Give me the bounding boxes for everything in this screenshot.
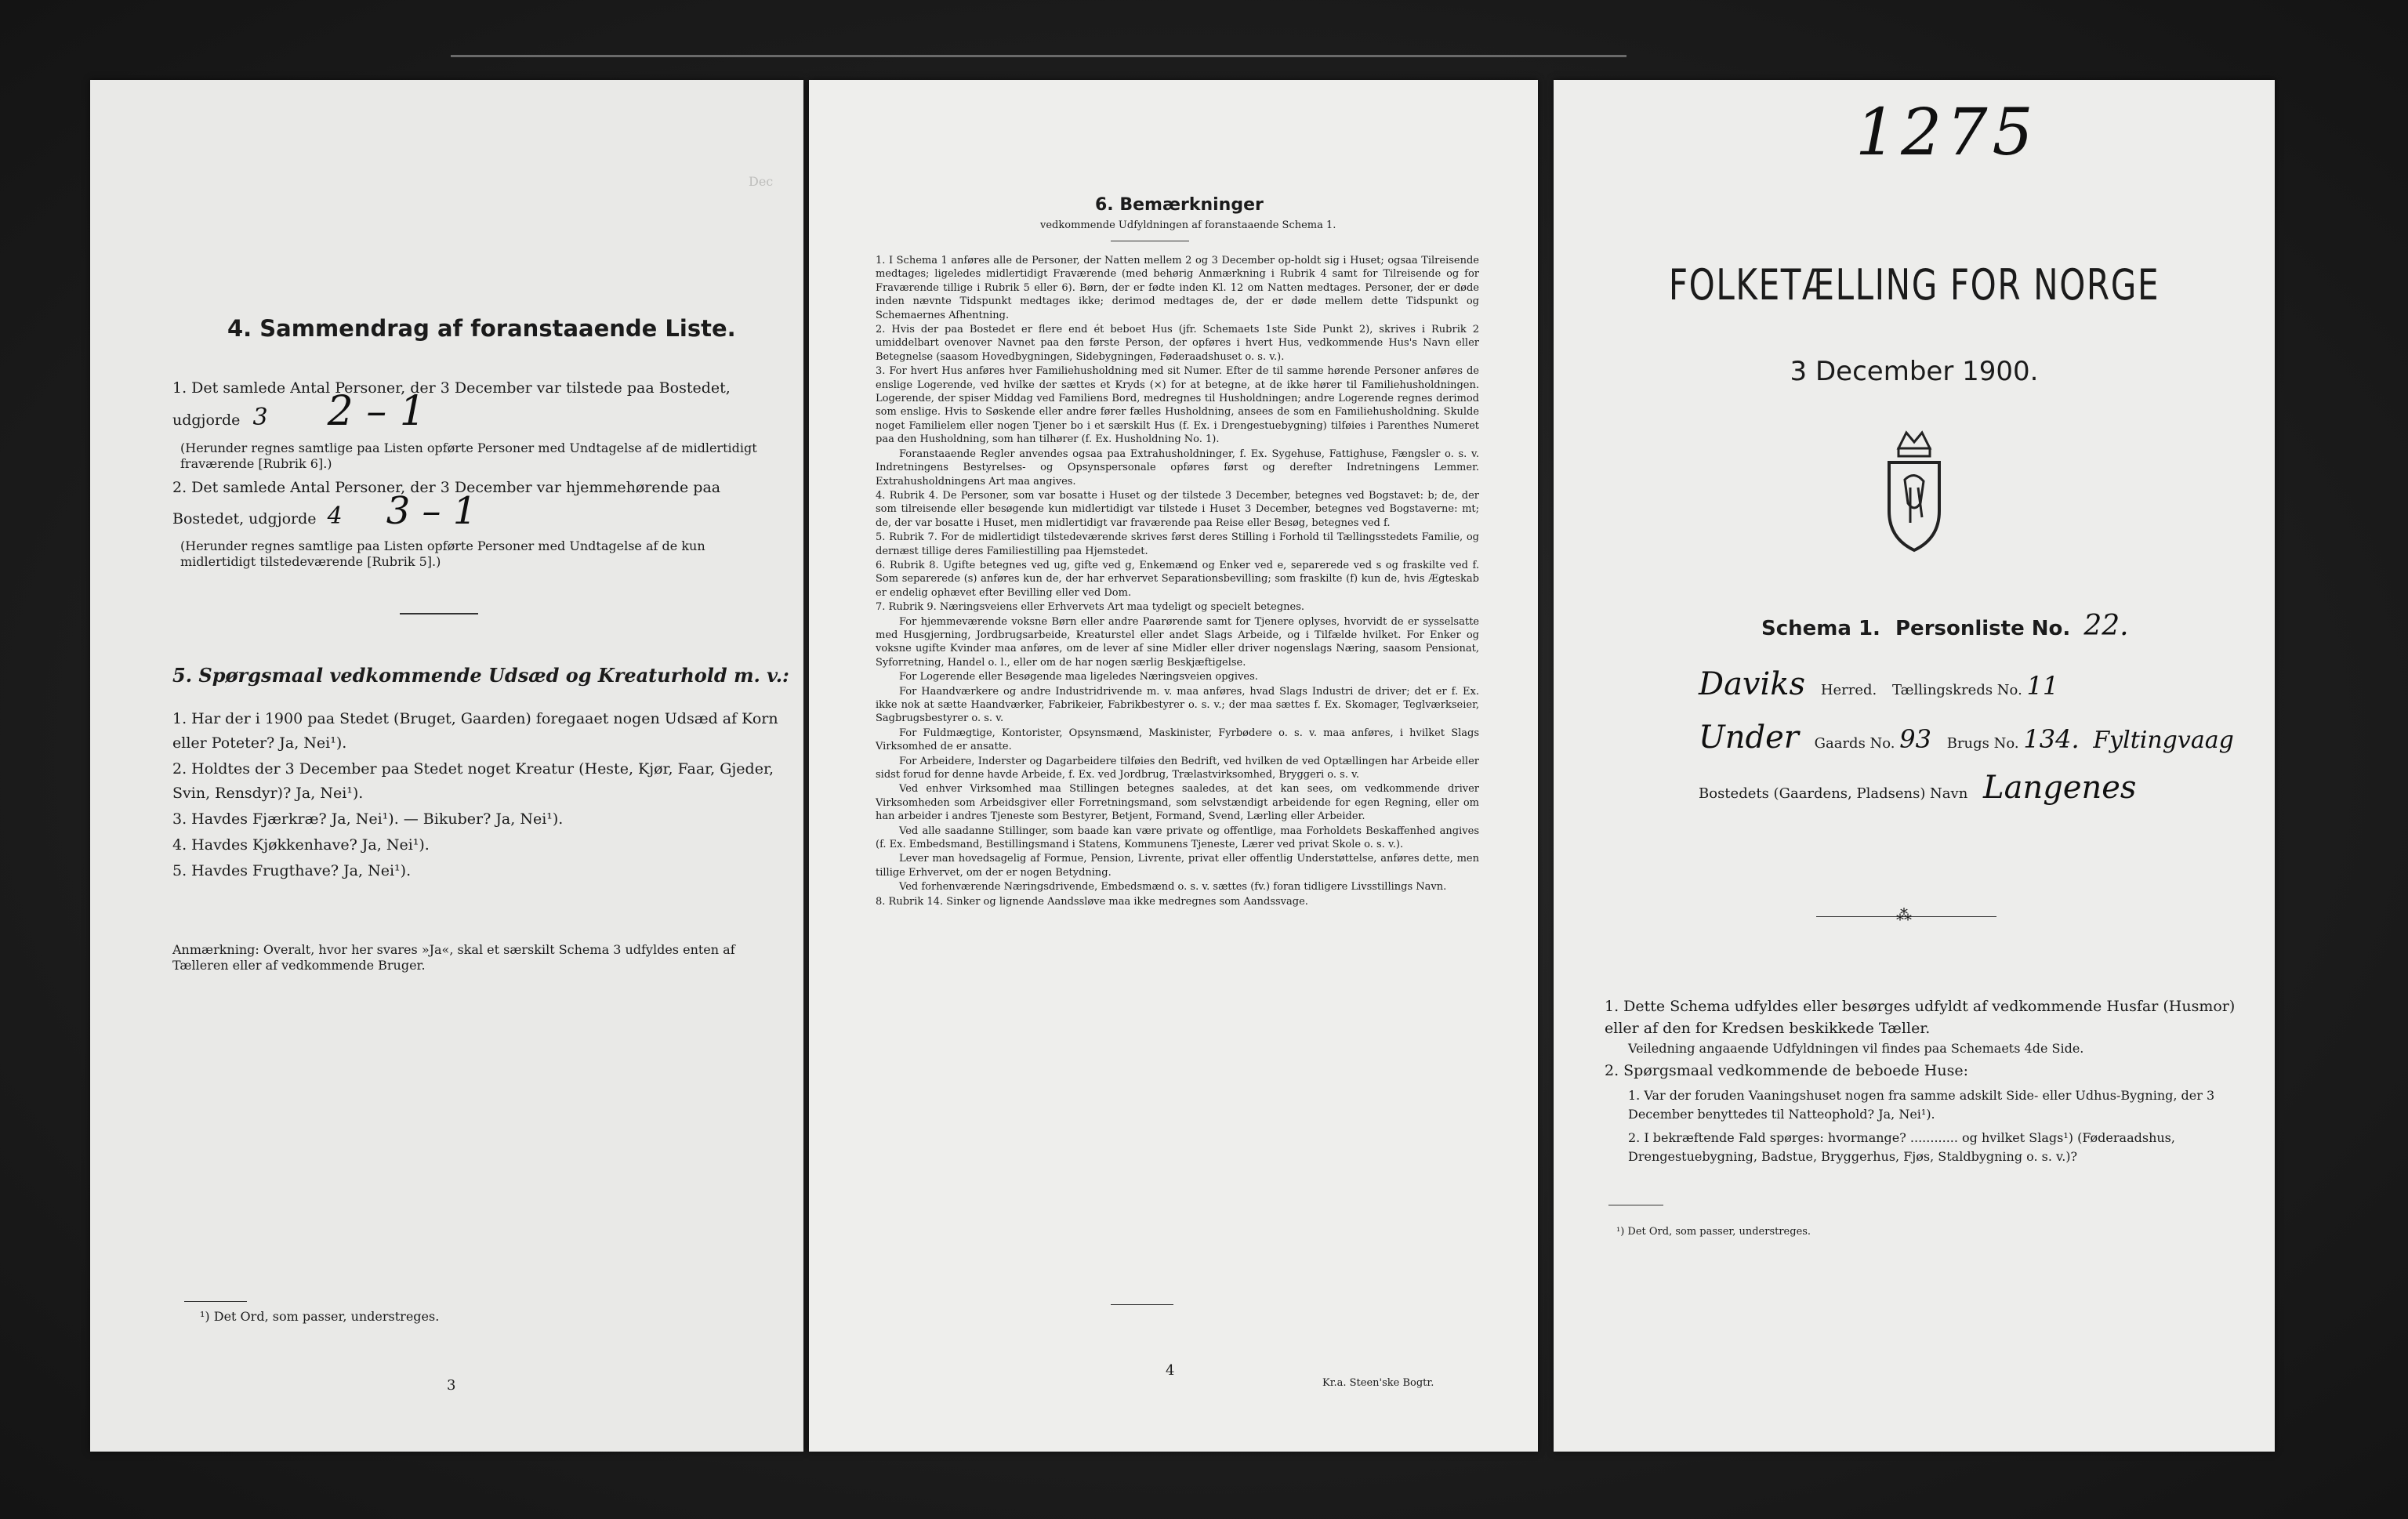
remarks-body [876, 254, 1479, 909]
herred-label: Herred. [1820, 682, 1877, 698]
item1-line1: 1. Det samlede Antal Personer, der 3 December var tilstede paa Bostedet, [172, 379, 731, 397]
schema-label: Schema 1. [1761, 617, 1880, 640]
remark-paragraph: Ved enhver Virksomhed maa Stillingen betegnes saaledes, at det kan sees, om vedkommende driver Virksomheden som Arbeidsgiver eller Forretningsmand, som selvstændigt arbeidende for egen Regning, eller om han arbeider i andres Tjeneste som Bestyrer, Betjent, Formand, Svend, Lærling eller Arbeider. [876, 783, 1479, 823]
bosted-line [1699, 770, 2136, 806]
instruction-2: 2. Spørgsmaal vedkommende de beboede Huse: [1605, 1062, 1968, 1079]
remark-paragraph: For hjemmeværende voksne Børn eller andre Paarørende samt for Tjenere oplyses, hvorvidt de er sysselsatte med Husgjerning, Jordbrugsarbeide, Kreaturstel eller andet Slags Arbeide, og i Tilfælde hvilket. For Enker og voksne ugifte Kvinder maa anføres, om de lever af sine Midler eller driver nogenslags Næring, saasom Pensionat, Syforretning, Handel o. l., eller om de har nogen særlig Beskjæftigelse. [876, 615, 1479, 669]
remark-paragraph: Lever man hovedsagelig af Formue, Pension, Livrente, privat eller offentlig Understøttelse, anføres dette, men tillige Erhvervet, om der er nogen Betydning. [876, 853, 1479, 879]
under-hand: Under [1699, 720, 1799, 756]
annotation-note: Anmærkning: Overalt, hvor her svares »Ja«, skal et særskilt Schema 3 udfyldes enten af Tælleren eller af vedkommende Bruger. [172, 942, 735, 973]
item2-hand-value: 3 – 1 [386, 489, 477, 533]
page-number-4: 4 [1166, 1362, 1175, 1379]
remark-paragraph: For Logerende eller Besøgende maa ligeledes Næringsveien opgives. [899, 671, 1258, 683]
remark-paragraph: Ved alle saadanne Stillinger, som baade kan være private og offentlige, maa Forholdets Beskaffenhed angives (f. Ex. Embedsmand, Bestillingsmand i Statens, Kommunens Tjeneste, Lærer ved privat Skole o. s. v.). [876, 825, 1479, 851]
brugs-label: Brugs No. [1946, 735, 2019, 752]
item2-line1: 2. Det samlede Antal Personer, der 3 December var hjemmehørende paa [172, 479, 721, 496]
instructions [1605, 995, 2239, 1166]
question-3: 3. Havdes Fjærkræ? Ja, Nei¹). — Bikuber? Ja, Nei¹). [172, 810, 564, 828]
item1-hand-value: 2 – 1 [327, 388, 426, 435]
end-rule [1111, 1304, 1173, 1305]
question-5: 5. Havdes Frugthave? Ja, Nei¹). [172, 862, 412, 879]
main-title: FOLKETÆLLING FOR NORGE [1668, 260, 2160, 310]
house-question-1: 1. Var der foruden Vaaningshuset nogen fra samme adskilt Side- eller Udhus-Bygning, der 3 December benyttedes til Natteophold? Ja, Nei¹). [1628, 1088, 2215, 1122]
remark-paragraph: 4. Rubrik 4. De Personer, som var bosatte i Huset og der tilstede 3 December, betegnes ved Bogstavet: b; de, der som tilreisende eller besøgende kun midlertidigt var tilstede i Huset 3 December, betegnes ved Bogstaverne: mt; de, der var bosatte i Huset, men midlertidigt var fraværende paa Reise eller Besøg, betegnes ved f. [876, 489, 1479, 529]
top-edge-line [451, 55, 1626, 57]
extra-hand: Fyltingvaag [2093, 727, 2234, 754]
section4-title: 4. Sammendrag af foranstaaende Liste. [227, 315, 736, 342]
question-2: 2. Holdtes der 3 December paa Stedet noget Kreatur (Heste, Kjør, Faar, Gjeder, Svin, Rensdyr)? Ja, Nei¹). [172, 760, 774, 802]
census-date: 3 December 1900. [1790, 356, 2039, 387]
gaard-line [1699, 720, 2234, 756]
page-number-3: 3 [447, 1377, 456, 1394]
remark-paragraph: 5. Rubrik 7. For de midlertidigt tilstedeværende skrives først deres Stilling i Forhold til Tællingsstedets Familie, og dernæst tillige deres Familiestilling paa Hjemstedet. [876, 531, 1479, 557]
instruction-1: 1. Dette Schema udfyldes eller besørges udfyldt af vedkommende Husfar (Husmor) eller af den for Kredsen beskikkede Tæller. [1605, 998, 2236, 1037]
bleed-through: Dec [749, 174, 774, 189]
remark-paragraph: 2. Hvis der paa Bostedet er flere end ét beboet Hus (jfr. Schemaets 1ste Side Punkt 2), skrives i Rubrik 2 umiddelbart ovenover Navnet paa den første Person, der opføres i hvert Hus, vedkommende Hus's Navn eller Betegnelse (saasom Hovedbygningen, Sidebygningen, Føderaadshuset o. s. v.). [876, 324, 1479, 363]
handwritten-number: 1275 [1855, 96, 2038, 170]
left-page [90, 80, 803, 1452]
personliste-label: Personliste No. [1895, 617, 2071, 640]
brugs-number: 134. [2023, 724, 2080, 754]
remark-paragraph: For Haandværkere og andre Industridrivende m. v. maa anføres, hvad Slags Industri de driver; det er f. Ex. ikke nok at sætte Haandværker, Fabrikeier, Fabrikbestyrer o. s. v.; der maa sættes f. Ex. Skomager, Teglværkseier, Sagbrugsbestyrer o. s. v. [876, 685, 1479, 725]
remark-paragraph: 3. For hvert Hus anføres hver Familiehusholdning med sit Numer. Efter de til samme hørende Personer anføres de enslige Logerende, ved hvilke der sættes et Kryds (×) for at betegne, at de ikke hører til Familiehusholdningen. Logerende, der spiser Middag ved Familiens Bord, medregnes til Husholdningen; andre Logerende regnes derimod som enslige. Hvis to Søskende eller andre fører fælles Husholdning, ansees de som en Familiehusholdning. Skulde noget Familielem eller nogen Tjener bo i et særskilt Hus (f. Ex. i Drengestuebygning) tilføies i Parenthes Numeret paa den Husholdning, som han tilhører (f. Ex. Husholdning No. 1). [876, 365, 1479, 446]
schema-line [1761, 610, 2129, 642]
coat-of-arms-icon [1875, 425, 1953, 554]
item2-printed-value: 4 [327, 502, 343, 530]
item1-label: udgjorde [172, 411, 241, 429]
ornament-icon: ⁂ [1896, 905, 1912, 924]
gaard-number: 93 [1899, 724, 1931, 754]
bosted-hand: Langenes [1983, 770, 2137, 806]
right-footnote: ¹) Det Ord, som passer, understreges. [1616, 1226, 1811, 1238]
item2-note: (Herunder regnes samtlige paa Listen opførte Personer med Undtagelse af de kun midlertidigt tilstedeværende [Rubrik 5].) [180, 538, 705, 569]
bosted-label: Bostedets (Gaardens, Pladsens) Navn [1699, 785, 1968, 802]
remark-paragraph: Ved forhenværende Næringsdrivende, Embedsmænd o. s. v. sættes (fv.) foran tidligere Livsstillings Navn. [899, 881, 1447, 894]
printer-mark: Kr.a. Steen'ske Bogtr. [1322, 1377, 1434, 1389]
footnote-rule [184, 1301, 247, 1302]
remark-paragraph: 1. I Schema 1 anføres alle de Personer, der Natten mellem 2 og 3 December op-holdt sig i Huset; ogsaa Tilreisende medtages; ligeledes midlertidigt Fraværende (med behørig Anmærkning i Rubrik 4 samt for Tilreisende og for Fraværende tillige i Rubrik 5 eller 6). Børn, der er fødte inden Kl. 12 om Natten medtages. Personer, der er døde inden nævnte Tidspunkt medtages ikke; derimod medtages de, der er døde mellem dette Tidspunkt og Schemaernes Afhentning. [876, 255, 1479, 321]
remark-paragraph: For Fuldmægtige, Kontorister, Opsynsmænd, Maskinister, Fyrbødere o. s. v. maa anføres, i hvilket Slags Virksomhed de er ansatte. [876, 727, 1479, 753]
house-question-2: 2. I bekræftende Fald spørges: hvormange? ............ og hvilket Slags¹) (Føderaadshus, Drengestuebygning, Badstue, Bryggerhus, Fjøs, Staldbygning o. s. v.)? [1628, 1130, 2175, 1164]
footnote: ¹) Det Ord, som passer, understreges. [200, 1309, 440, 1324]
item2-label: Bostedet, udgjorde [172, 510, 317, 527]
herred-hand: Daviks [1699, 666, 1806, 702]
item2-line2 [172, 489, 776, 533]
remark-paragraph: 7. Rubrik 9. Næringsveiens eller Erhvervets Art maa tydeligt og specielt betegnes. [876, 601, 1305, 614]
remarks-subtitle: vedkommende Udfyldningen af foranstaaende Schema 1. [1040, 219, 1336, 231]
remark-paragraph: 8. Rubrik 14. Sinker og lignende Aandssløve maa ikke medregnes som Aandssvage. [876, 895, 1308, 908]
kreds-number: 11 [2026, 671, 2059, 701]
item1-note: (Herunder regnes samtlige paa Listen opførte Personer med Undtagelse af de midlertidigt fraværende [Rubrik 6].) [180, 440, 757, 471]
remark-paragraph: For Arbeidere, Inderster og Dagarbeidere tilføies den Bedrift, ved hvilken de ved Optællingen har Arbeide eller sidst forud for denne havde Arbeide, f. Ex. ved Jordbrug, Trælastvirksomhed, Bryggeri o. s. v. [876, 755, 1479, 781]
instruction-1-note: Veiledning angaaende Udfyldningen vil findes paa Schemaets 4de Side. [1628, 1041, 2084, 1056]
personliste-number: 22. [2083, 610, 2129, 642]
kreds-label: Tællingskreds No. [1892, 682, 2022, 698]
section5-title: 5. Spørgsmaal vedkommende Udsæd og Kreaturhold m. v.: [172, 664, 789, 687]
question-1: 1. Har der i 1900 paa Stedet (Bruget, Gaarden) foregaaet nogen Udsæd af Korn eller Poteter? Ja, Nei¹). [172, 710, 778, 752]
middle-page [809, 80, 1538, 1452]
item1-printed-value: 3 [252, 404, 268, 431]
herred-line [1699, 666, 2058, 702]
question-4: 4. Havdes Kjøkkenhave? Ja, Nei¹). [172, 836, 430, 854]
divider [400, 613, 478, 614]
gaard-label: Gaards No. [1814, 735, 1895, 752]
remarks-title: 6. Bemærkninger [1095, 195, 1264, 215]
remark-paragraph: 6. Rubrik 8. Ugifte betegnes ved ug, gifte ved g, Enkemænd og Enker ved e, separerede ved s og fraskilte ved f. Som separerede (s) anføres kun de, der har erhvervet Separationsbevilling; som fraskilte (f) kun de, hvis Ægteskab er endelig ophævet efter Bevilling eller ved Dom. [876, 559, 1479, 599]
remark-paragraph: Foranstaaende Regler anvendes ogsaa paa Extrahusholdninger, f. Ex. Sygehuse, Fattighuse, Fængsler o. s. v. Indretningens Bestyrelses- og Opsynspersonale opføres først og derefter Indretningens Lemmer. Extrahusholdningens Art maa angives. [876, 448, 1479, 488]
right-page [1554, 80, 2275, 1452]
